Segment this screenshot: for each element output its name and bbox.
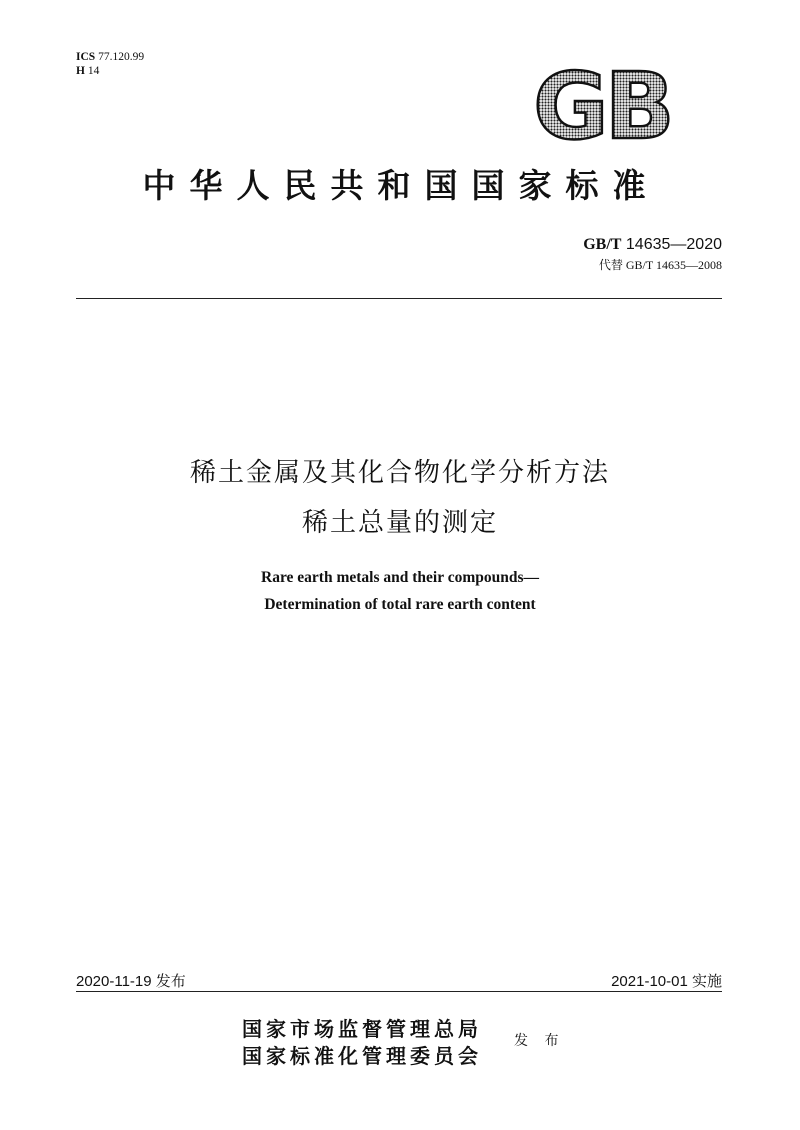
- publisher-line1: 国家市场监督管理总局: [242, 1017, 482, 1041]
- standard-number-value: 14635—2020: [625, 236, 722, 253]
- ccs-code: 14: [87, 65, 100, 77]
- bottom-divider: [76, 991, 722, 992]
- title-en-line2: Determination of total rare earth content: [264, 596, 536, 613]
- standard-number: [583, 236, 722, 254]
- gb-logo: [520, 62, 685, 144]
- title-cn-line1: 稀土金属及其化合物化学分析方法: [189, 458, 610, 488]
- svg-text:GB: GB: [533, 62, 671, 144]
- issue-date: 2020-11-19 发布: [76, 973, 186, 990]
- title-en-line1: Rare earth metals and their compounds—: [261, 569, 539, 586]
- ccs-label: H: [76, 65, 85, 77]
- classification-codes: [76, 50, 144, 78]
- title-cn-line2: 稀土总量的测定: [301, 508, 498, 538]
- ics-code: 77.120.99: [98, 51, 145, 63]
- top-divider: [76, 298, 722, 299]
- standard-type-title: 中华人民共和国国家标准: [142, 166, 660, 205]
- replaces-note: 代替 GB/T 14635—2008: [598, 258, 722, 272]
- implementation-date: 2021-10-01 实施: [611, 973, 722, 990]
- publisher-line2: 国家标准化管理委员会: [242, 1044, 482, 1068]
- standard-number-prefix: GB/T: [583, 236, 622, 253]
- ics-label: ICS: [76, 51, 96, 63]
- publish-verb: 发 布: [514, 1033, 565, 1049]
